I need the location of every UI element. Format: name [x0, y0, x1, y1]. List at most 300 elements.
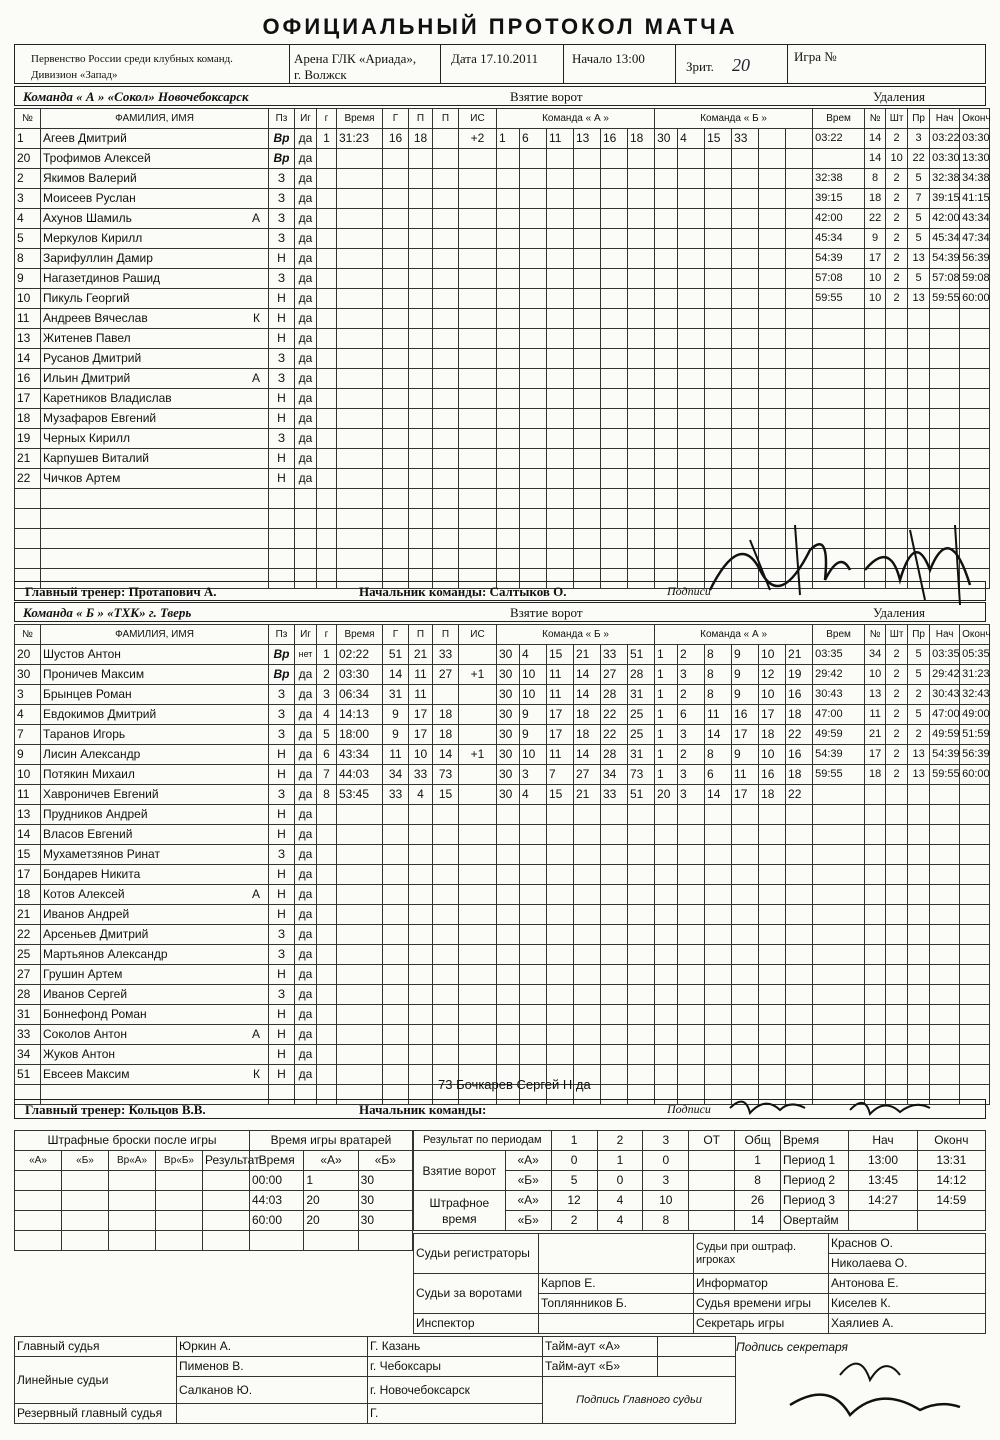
goal-assist-2: 18 — [433, 725, 459, 745]
goal-assist-1 — [409, 985, 433, 1005]
opp-on-ice — [655, 845, 678, 865]
own-on-ice — [520, 309, 547, 329]
opp-on-ice — [759, 985, 786, 1005]
opp-on-ice — [678, 805, 705, 825]
pen-minutes — [886, 309, 908, 329]
player-position: Н — [269, 805, 295, 825]
player-name — [41, 785, 269, 805]
player-name — [41, 1025, 269, 1045]
player-name-text: Иванов Сергей — [43, 987, 128, 1001]
goal-assist-1 — [409, 349, 433, 369]
main-judge-signature-label: Подпись Главного судьи — [543, 1377, 736, 1424]
pen-player — [865, 1045, 886, 1065]
own-on-ice — [628, 845, 655, 865]
own-on-ice — [520, 529, 547, 549]
goal-strength — [459, 449, 497, 469]
opp-on-ice — [759, 449, 786, 469]
opp-on-ice: 12 — [759, 665, 786, 685]
pen-time: 03:22 — [813, 129, 865, 149]
opp-on-ice — [759, 1005, 786, 1025]
goal-strength — [459, 429, 497, 449]
player-name — [41, 189, 269, 209]
goal-time: 06:34 — [337, 685, 383, 705]
opp-on-ice — [705, 965, 732, 985]
timeout-a-label: Тайм-аут «А» — [543, 1337, 658, 1357]
team_b-goal-head: П — [409, 625, 433, 645]
header-start — [563, 44, 676, 84]
player-played: да — [295, 1005, 317, 1025]
player-position — [269, 529, 295, 549]
goal-assist-2 — [433, 805, 459, 825]
period-value: 26 — [735, 1191, 781, 1211]
opp-on-ice — [678, 825, 705, 845]
own-on-ice: 28 — [601, 745, 628, 765]
goal-assist-2: 27 — [433, 665, 459, 685]
informer: Антонова Е. — [829, 1274, 986, 1294]
own-on-ice — [601, 189, 628, 209]
pen-start: 03:35 — [930, 645, 960, 665]
own-on-ice: 30 — [497, 645, 520, 665]
pen-minutes — [886, 1065, 908, 1085]
own-on-ice: 25 — [628, 725, 655, 745]
player-played: нет — [295, 645, 317, 665]
own-on-ice — [628, 369, 655, 389]
pen-end: 41:15 — [960, 189, 990, 209]
player-number: 10 — [15, 289, 41, 309]
pen-minutes — [886, 349, 908, 369]
shootout-title: Штрафные броски после игры — [15, 1131, 250, 1151]
team-b-manager: Начальник команды: — [359, 1102, 487, 1117]
player-position: Н — [269, 1065, 295, 1085]
own-on-ice — [547, 149, 574, 169]
goal-scorer: 33 — [383, 785, 409, 805]
opp-on-ice — [786, 169, 813, 189]
opp-on-ice — [759, 249, 786, 269]
goal-scorer — [383, 269, 409, 289]
period-value: 1 — [597, 1151, 643, 1171]
period-time-cell: Период 3 — [781, 1191, 849, 1211]
goal-assist-1 — [409, 529, 433, 549]
player-name — [41, 469, 269, 489]
goal-time: 02:22 — [337, 645, 383, 665]
own-on-ice — [497, 169, 520, 189]
pen-minutes — [886, 785, 908, 805]
opp-on-ice — [759, 369, 786, 389]
goal-assist-1: 21 — [409, 645, 433, 665]
own-on-ice — [574, 925, 601, 945]
period-time-row — [781, 1191, 986, 1211]
player-number: 4 — [15, 209, 41, 229]
own-on-ice — [520, 845, 547, 865]
pen-minutes — [886, 925, 908, 945]
player-number: 19 — [15, 429, 41, 449]
own-on-ice: 14 — [574, 665, 601, 685]
page-title: ОФИЦИАЛЬНЫЙ ПРОТОКОЛ МАТЧА — [262, 14, 738, 39]
goal-strength — [459, 905, 497, 925]
own-on-ice — [520, 169, 547, 189]
own-on-ice — [497, 449, 520, 469]
opp-on-ice — [655, 429, 678, 449]
goal-number: 2 — [317, 665, 337, 685]
pen-time: 03:35 — [813, 645, 865, 665]
opp-on-ice — [732, 289, 759, 309]
goal-scorer: 11 — [383, 745, 409, 765]
player-number — [15, 529, 41, 549]
own-on-ice — [497, 965, 520, 985]
goal-assist-1 — [409, 329, 433, 349]
goal-time: 14:13 — [337, 705, 383, 725]
player-name — [41, 249, 269, 269]
pen-reason — [908, 885, 930, 905]
goal-number: 7 — [317, 765, 337, 785]
goal-assist-2 — [433, 429, 459, 449]
goal-assist-2 — [433, 409, 459, 429]
own-on-ice — [497, 329, 520, 349]
player-played: да — [295, 309, 317, 329]
goal-assist-1 — [409, 229, 433, 249]
own-on-ice: 30 — [497, 685, 520, 705]
own-on-ice — [574, 885, 601, 905]
own-on-ice — [601, 549, 628, 569]
opp-on-ice: 4 — [678, 129, 705, 149]
player-played: да — [295, 129, 317, 149]
player-name-text: Лисин Александр — [43, 747, 141, 761]
goal-strength — [459, 1045, 497, 1065]
goal-number: 4 — [317, 705, 337, 725]
pen-time: 45:34 — [813, 229, 865, 249]
pen-time — [813, 429, 865, 449]
own-on-ice — [520, 825, 547, 845]
pen-minutes — [886, 1025, 908, 1045]
opp-on-ice — [705, 409, 732, 429]
own-on-ice: 33 — [601, 785, 628, 805]
goal-time — [337, 449, 383, 469]
opp-on-ice: 16 — [786, 745, 813, 765]
opp-on-ice: 21 — [786, 645, 813, 665]
player-name-text: Пикуль Георгий — [43, 291, 130, 305]
player-number: 20 — [15, 645, 41, 665]
team_b-roster-head: Иг — [295, 625, 317, 645]
goal-assist-2 — [433, 149, 459, 169]
own-on-ice — [574, 489, 601, 509]
opp-on-ice — [786, 329, 813, 349]
own-on-ice — [628, 429, 655, 449]
player-name — [41, 349, 269, 369]
own-on-ice — [601, 409, 628, 429]
own-on-ice — [601, 309, 628, 329]
opp-on-ice — [759, 169, 786, 189]
pen-end — [960, 309, 990, 329]
opp-on-ice — [705, 985, 732, 1005]
pen-end: 32:43 — [960, 685, 990, 705]
pen-reason: 5 — [908, 645, 930, 665]
goal-assist-1 — [409, 805, 433, 825]
opp-on-ice: 8 — [705, 745, 732, 765]
player-name — [41, 489, 269, 509]
goal-strength: +1 — [459, 665, 497, 685]
pen-minutes — [886, 489, 908, 509]
opp-on-ice — [732, 965, 759, 985]
player-played: да — [295, 449, 317, 469]
own-on-ice — [601, 509, 628, 529]
own-on-ice — [547, 369, 574, 389]
goal-strength: +2 — [459, 129, 497, 149]
opp-on-ice — [655, 905, 678, 925]
team_a-row — [15, 409, 990, 429]
pen-minutes: 2 — [886, 289, 908, 309]
goal-number — [317, 1045, 337, 1065]
opp-on-ice — [759, 865, 786, 885]
player-name-text: Зарифуллин Дамир — [43, 251, 153, 265]
player-number: 9 — [15, 745, 41, 765]
team_b-roster-head: № — [15, 625, 41, 645]
opp-on-ice — [705, 805, 732, 825]
team_b-row — [15, 865, 990, 885]
goal-time — [337, 309, 383, 329]
player-position: З — [269, 785, 295, 805]
goal-strength — [459, 229, 497, 249]
own-on-ice — [628, 249, 655, 269]
own-on-ice: 30 — [497, 665, 520, 685]
pen-reason — [908, 945, 930, 965]
opp-on-ice: 8 — [705, 685, 732, 705]
player-number: 16 — [15, 369, 41, 389]
opp-on-ice — [759, 389, 786, 409]
player-played: да — [295, 169, 317, 189]
player-played: да — [295, 705, 317, 725]
pen-end: 31:23 — [960, 665, 990, 685]
team_b-pen-head: Врем — [813, 625, 865, 645]
player-number: 13 — [15, 805, 41, 825]
team_a-row — [15, 429, 990, 449]
pen-player: 14 — [865, 149, 886, 169]
own-on-ice — [628, 449, 655, 469]
opp-on-ice — [655, 865, 678, 885]
shootout-head: «Б» — [62, 1151, 109, 1171]
linesman-1-city: г. Чебоксары — [368, 1357, 543, 1377]
player-position: З — [269, 705, 295, 725]
own-on-ice: 14 — [574, 745, 601, 765]
opp-on-ice — [786, 489, 813, 509]
player-played: да — [295, 149, 317, 169]
team_b-goal-head: Время — [337, 625, 383, 645]
team_b-row — [15, 785, 990, 805]
opp-on-ice — [705, 449, 732, 469]
pen-reason: 22 — [908, 149, 930, 169]
goal-number — [317, 845, 337, 865]
player-position: З — [269, 845, 295, 865]
player-position: Н — [269, 965, 295, 985]
pen-minutes: 2 — [886, 685, 908, 705]
own-on-ice — [628, 309, 655, 329]
opp-on-ice — [786, 369, 813, 389]
player-number: 7 — [15, 725, 41, 745]
goal-number — [317, 409, 337, 429]
goal-time — [337, 389, 383, 409]
player-number: 9 — [15, 269, 41, 289]
header-arena — [289, 44, 441, 84]
goal-scorer — [383, 945, 409, 965]
own-on-ice — [547, 269, 574, 289]
player-position: З — [269, 725, 295, 745]
own-on-ice — [547, 209, 574, 229]
goal-scorer — [383, 529, 409, 549]
goal-assist-2 — [433, 1005, 459, 1025]
opp-on-ice: 17 — [732, 785, 759, 805]
own-on-ice — [497, 269, 520, 289]
team-a-pen-title: Удаления — [873, 89, 926, 104]
opp-on-ice — [678, 965, 705, 985]
goal-assist-1 — [409, 269, 433, 289]
own-on-ice: 27 — [601, 665, 628, 685]
team_b-goal-head: ИС — [459, 625, 497, 645]
goalie-time-row — [250, 1211, 413, 1231]
team_b-goal-head: Г — [383, 625, 409, 645]
player-position: Н — [269, 1045, 295, 1065]
goal-strength — [459, 1025, 497, 1045]
opp-on-ice: 6 — [678, 705, 705, 725]
goal-scorer: 34 — [383, 765, 409, 785]
period-value: 8 — [735, 1171, 781, 1191]
team_a-row — [15, 229, 990, 249]
own-on-ice: 28 — [601, 685, 628, 705]
goal-number: 6 — [317, 745, 337, 765]
period-time-row — [781, 1211, 986, 1231]
goal-assist-2 — [433, 509, 459, 529]
player-name-text: Арсеньев Дмитрий — [43, 927, 149, 941]
own-on-ice — [628, 985, 655, 1005]
opp-on-ice — [732, 845, 759, 865]
own-on-ice — [520, 449, 547, 469]
period-time-cell: 13:45 — [849, 1171, 917, 1191]
opp-on-ice — [759, 229, 786, 249]
period-head: ОТ — [689, 1131, 735, 1151]
opp-on-ice — [705, 925, 732, 945]
period-value: 1 — [735, 1151, 781, 1171]
pen-reason: 5 — [908, 209, 930, 229]
pen-reason — [908, 925, 930, 945]
own-on-ice — [497, 985, 520, 1005]
own-on-ice — [497, 825, 520, 845]
own-on-ice: 18 — [574, 705, 601, 725]
opp-on-ice — [786, 229, 813, 249]
pen-start — [930, 945, 960, 965]
pen-reason: 13 — [908, 289, 930, 309]
player-number: 15 — [15, 845, 41, 865]
goalie-time-cell: 44:03 — [250, 1191, 304, 1211]
goal-scorer: 51 — [383, 645, 409, 665]
pen-time: 49:59 — [813, 725, 865, 745]
own-on-ice — [628, 489, 655, 509]
own-on-ice — [628, 189, 655, 209]
own-on-ice — [601, 489, 628, 509]
team_a-row — [15, 209, 990, 229]
player-role: А — [251, 1027, 260, 1041]
goal-scorer — [383, 469, 409, 489]
pen-player: 34 — [865, 645, 886, 665]
goal-time — [337, 489, 383, 509]
team_a-pen-head: № — [865, 109, 886, 129]
own-on-ice: 10 — [520, 685, 547, 705]
opp-on-ice — [655, 885, 678, 905]
player-number: 14 — [15, 349, 41, 369]
pen-reason — [908, 1005, 930, 1025]
opp-on-ice — [786, 289, 813, 309]
player-name — [41, 529, 269, 549]
opp-on-ice — [678, 329, 705, 349]
pen-end: 56:39 — [960, 745, 990, 765]
opp-on-ice: 1 — [655, 745, 678, 765]
own-on-ice — [628, 329, 655, 349]
pen-reason: 7 — [908, 189, 930, 209]
pen-time — [813, 349, 865, 369]
own-on-ice — [520, 489, 547, 509]
goalie-time-head: «Б» — [358, 1151, 412, 1171]
opp-on-ice: 22 — [786, 785, 813, 805]
opp-on-ice — [786, 389, 813, 409]
own-on-ice — [574, 1025, 601, 1045]
own-on-ice — [520, 469, 547, 489]
player-position: Н — [269, 469, 295, 489]
goal-assist-1 — [409, 209, 433, 229]
opp-on-ice — [655, 449, 678, 469]
own-on-ice — [628, 965, 655, 985]
period-value: 0 — [643, 1151, 689, 1171]
officials-table — [413, 1233, 986, 1334]
player-number: 25 — [15, 945, 41, 965]
opp-on-ice: 8 — [705, 645, 732, 665]
opp-on-ice — [705, 845, 732, 865]
pen-player: 9 — [865, 229, 886, 249]
player-played: да — [295, 725, 317, 745]
opp-on-ice — [786, 429, 813, 449]
pen-end: 47:34 — [960, 229, 990, 249]
goal-scorer — [383, 149, 409, 169]
opp-on-ice — [705, 209, 732, 229]
goal-time — [337, 885, 383, 905]
pen-player — [865, 1025, 886, 1045]
goal-time — [337, 269, 383, 289]
goal-scorer — [383, 549, 409, 569]
player-position: Н — [269, 389, 295, 409]
own-on-ice — [574, 229, 601, 249]
player-number: 2 — [15, 169, 41, 189]
player-position: З — [269, 925, 295, 945]
period-value: 5 — [551, 1171, 597, 1191]
pen-time — [813, 1045, 865, 1065]
opp-on-ice — [786, 965, 813, 985]
player-number: 28 — [15, 985, 41, 1005]
pen-minutes — [886, 885, 908, 905]
period-head: Общ — [735, 1131, 781, 1151]
opp-on-ice — [678, 905, 705, 925]
goal-assist-1 — [409, 149, 433, 169]
pen-start — [930, 845, 960, 865]
goal-assist-1 — [409, 965, 433, 985]
timeout-b-label: Тайм-аут «Б» — [543, 1357, 658, 1377]
player-position: З — [269, 189, 295, 209]
opp-on-ice — [655, 1045, 678, 1065]
team_a-row — [15, 369, 990, 389]
goal-time — [337, 509, 383, 529]
player-number: 11 — [15, 785, 41, 805]
goal-strength — [459, 785, 497, 805]
own-on-ice — [574, 289, 601, 309]
player-played: да — [295, 369, 317, 389]
own-on-ice — [547, 329, 574, 349]
opp-on-ice — [732, 229, 759, 249]
spectators-value: 20 — [732, 55, 750, 75]
